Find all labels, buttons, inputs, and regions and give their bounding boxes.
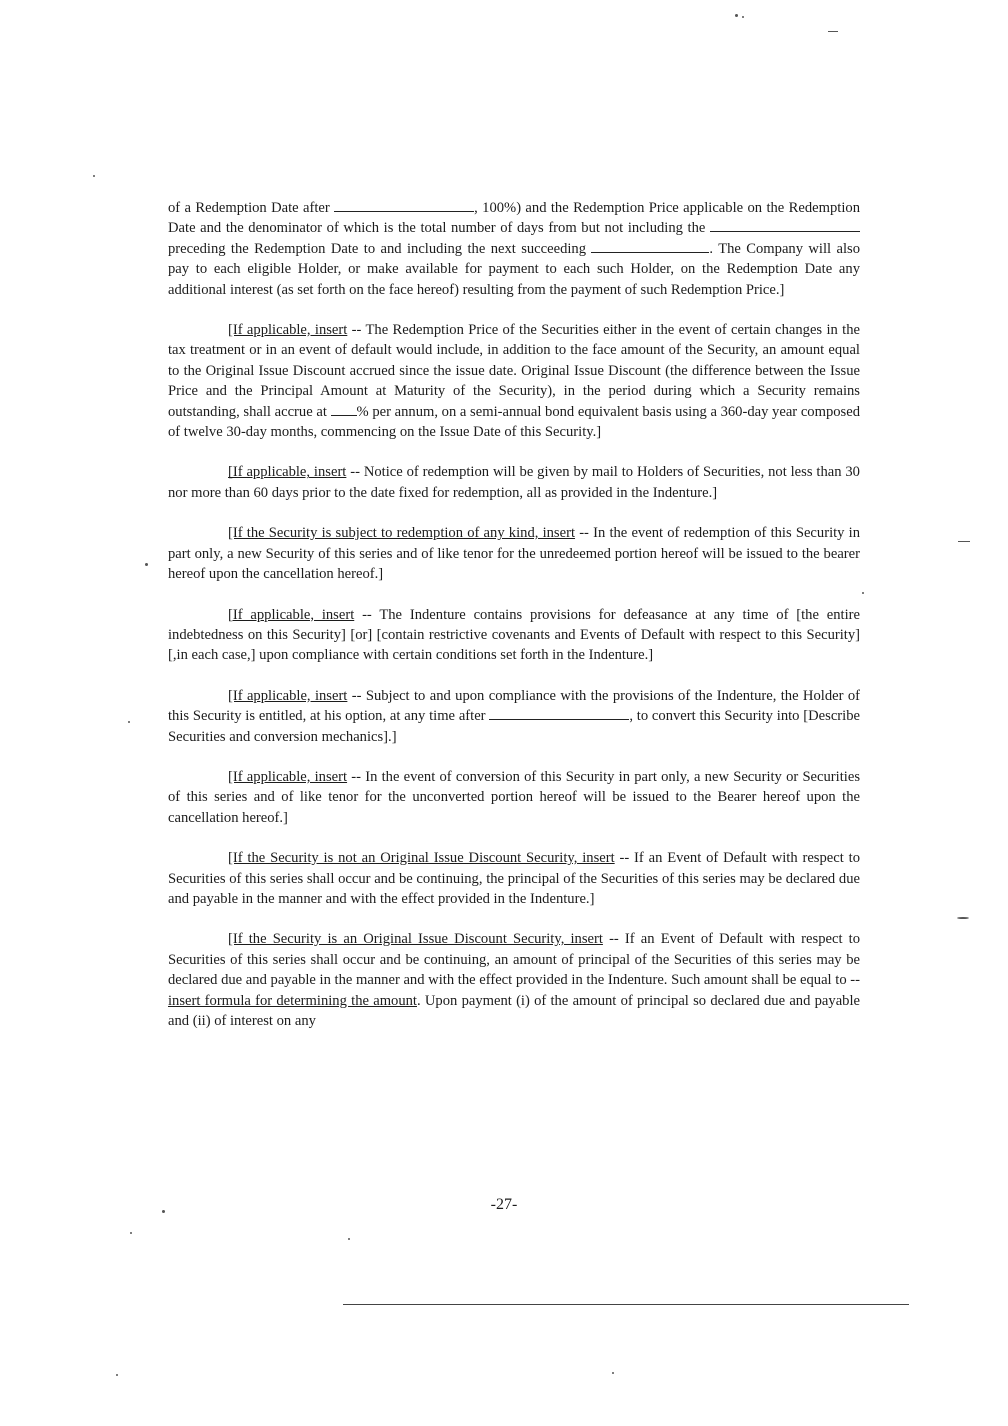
scan-speck bbox=[735, 14, 738, 17]
blank-conversion-date bbox=[489, 707, 629, 720]
paragraph-default-oid: [If the Security is an Original Issue Discount Security, insert -- If an Event of Default with respect to Securities of this series shall occur and be continuing, an amount of principal of the Securities of this series may be declared due and payable in the manner and with the effect provided in the Indenture. Such amount shall be equal to --insert formula for determining the amount. Upon payment (i) of the amount of principal so declared due and payable and (ii) of interest on any bbox=[168, 931, 861, 1029]
blank-period-start bbox=[710, 219, 860, 232]
blank-period-end bbox=[591, 240, 709, 253]
paragraph-default-non-oid: [If the Security is not an Original Issue Discount Security, insert -- If an Event of Default with respect to Securities of this series shall occur and be continuing, the principal of the Securities of this series may be declared due and payable in the manner and with the effect provided in the Indenture.] bbox=[168, 850, 860, 907]
page-number: -27- bbox=[490, 1196, 518, 1213]
paragraph-partial-redemption: [If the Security is subject to redemption of any kind, insert -- In the event of redemption of this Security in part only, a new Security of this series and of like tenor for the unredeemed portion hereof will be issued to the bearer hereof upon the cancellation hereof.] bbox=[168, 525, 861, 583]
scan-speck bbox=[957, 917, 969, 919]
blank-redemption-date bbox=[334, 199, 474, 212]
paragraph-partial-conversion: [If applicable, insert -- In the event of conversion of this Security in part only, a new Security or Securities of this series and of like tenor for the unconverted portion hereof will be issued to the Bearer hereof upon the cancellation hereof.] bbox=[168, 768, 860, 826]
scan-speck bbox=[828, 31, 838, 32]
paragraph-conversion-right: [If applicable, insert -- Subject to and upon compliance with the provisions of the Indenture, the Holder of this Security is entitled, at his option, at any time after , to convert this Security into [Describe Securities and conversion mechanics].] bbox=[168, 687, 860, 745]
scan-speck bbox=[742, 16, 744, 18]
scan-speck bbox=[958, 541, 970, 542]
scan-speck bbox=[128, 721, 130, 723]
paragraph-notice-of-redemption: [If applicable, insert -- Notice of redemption will be given by mail to Holders of Securities, not less than 30 nor more than 60 days prior to the date fixed for redemption, all as provided in the Indenture.] bbox=[168, 464, 860, 501]
scan-speck bbox=[130, 1232, 132, 1234]
paragraph-defeasance: [If applicable, insert -- The Indenture contains provisions for defeasance at any time of [the entire indebtedness on this Security] [or] [contain restrictive covenants and Events of Default with respect to this Security] [,in each case,] upon compliance with certain conditions set forth in the Indenture.] bbox=[168, 606, 860, 664]
scan-speck bbox=[862, 592, 864, 594]
document-body bbox=[168, 198, 860, 1051]
scan-speck bbox=[116, 1374, 118, 1376]
scan-speck bbox=[145, 563, 148, 566]
scan-speck bbox=[93, 175, 95, 177]
footer-rule bbox=[343, 1304, 909, 1305]
paragraph-original-issue-discount: [If applicable, insert -- The Redemption Price of the Securities either in the event of certain changes in the tax treatment or in an event of default would include, in addition to the face amount of the Security, an amount equal to the Original Issue Discount accrued since the issue date. Original Issue Discount (the difference between the Issue Price and the Principal Amount at Maturity of the Security), in the period during which a Security remains outstanding, shall accrue at % per annum, on a semi-annual bond equivalent basis using a 360-day year composed of twelve 30-day months, commencing on the Issue Date of this Security.] bbox=[168, 322, 860, 441]
scan-speck bbox=[348, 1238, 350, 1240]
paragraph-redemption-price: of a Redemption Date after , 100%) and the Redemption Price applicable on the Redemption Date and the denominator of which is the total number of days from but not including the preceding the Redemption Date to and including the next succeeding . The Company will also pay to each eligible Holder, or make available for payment to each such Holder, on the Redemption Date any additional interest (as set forth on the face hereof) resulting from the payment of such Redemption Price.] bbox=[168, 200, 860, 298]
blank-accrual-rate bbox=[331, 403, 357, 416]
scan-speck bbox=[162, 1210, 165, 1213]
scan-speck bbox=[612, 1372, 614, 1374]
